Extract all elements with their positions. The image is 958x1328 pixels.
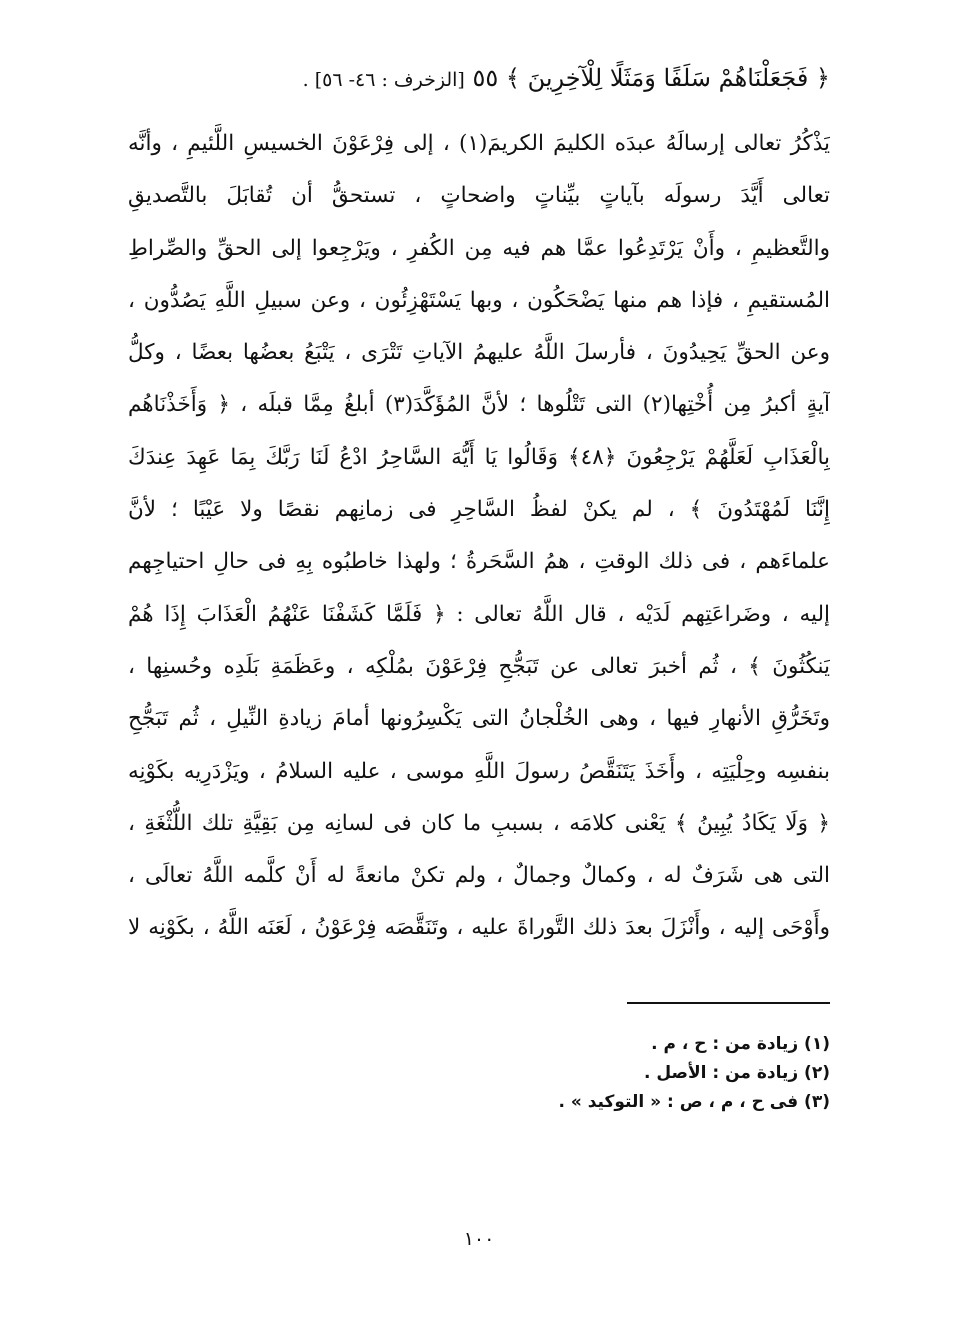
text-line: التى هى شَرَفٌ له ، وكمالٌ وجمالٌ ، ولم تكنْ مانعةً له أَنْ كلَّمه اللَّهُ تعالَى ، <box>128 863 830 889</box>
quran-verse-header <box>128 58 830 100</box>
text-line: يَنكُثُونَ ﴾ ، ثُم أخبرَ تعالى عن تَبَجُّحِ فِرْعَوْنَ بمُلْكِه ، وعَظَمَةِ بَلَدِه وحُسنِها ، <box>128 653 830 679</box>
text-line: والتَّعظيمِ ، وأَنْ يَرْتَدِعُوا عمَّا هم فيه مِن الكُفرِ ، ويَرْجِعوا إلى الحقِّ والصِّراطِ <box>128 235 830 261</box>
text-line: إِنَّنَا لَمُهْتَدُونَ ﴾ ، لم يكنْ لفظُ السَّاحِرِ فى زمانِهم نقصًا ولا عَيْبًا ؛ لأنَّ <box>128 497 830 523</box>
text-line: بِالْعَذَابِ لَعَلَّهُمْ يَرْجِعُونَ ﴿٤٨﴾ وَقَالُوا يَا أَيُّهَ السَّاحِرُ ادْعُ لَنَا رَبَّكَ بِمَا عَهِدَ عِندَكَ <box>128 444 830 470</box>
footnotes <box>128 1030 830 1117</box>
text-line: علماءَهم ، فى ذلك الوقتِ ، همُ السَّحَرةُ ؛ ولهذا خاطبُوه بِهِ فى حالِ احتياجِهم <box>128 549 830 575</box>
footnote-divider <box>627 1002 830 1004</box>
verse-text: ﴿ فَجَعَلْنَاهُمْ سَلَفًا وَمَثَلًا لِلْآخِرِينَ ﴾ ٥٥ <box>472 64 830 92</box>
main-text-body <box>128 118 830 955</box>
text-line: وعن الحقِّ يَحِيدُونَ ، فأرسلَ اللَّهُ عليهمُ الآياتِ تَتْرَى ، يَتْبَعُ بعضُها بعضًا ، وكلُّ <box>128 340 830 366</box>
footnote-item: (١) زيادة من : ح ، م . <box>651 1034 830 1054</box>
text-line: آيةٍ أكبرُ مِن أُخْتِها(٢) التى تَتْلُوها ؛ لأنَّ المُؤَكَّدَ(٣) أبلغُ مِمَّا قبلَه ، ﴿ وَأَخَذْنَاهُم <box>128 392 830 418</box>
text-line: بنفسِه وحِلْيَتِه ، وأَخَذَ يَتَنَقَّصُ رسولَ اللَّهِ موسى ، عليه السلامُ ، ويَزْدَرِيه بكَوْنِه <box>128 758 830 784</box>
footnote-item: (٣) فى ح ، م ، ص : « التوكيد » . <box>558 1092 830 1112</box>
text-line: تعالى أَيَّدَ رسولَه بآياتٍ بيِّناتٍ واضحاتٍ ، تستحقُّ أن تُقابَلَ بالتَّصديقِ <box>128 183 830 209</box>
text-line: وأَوْحَى إليه ، وأَنْزَلَ بعدَ ذلك التَّوراةَ عليه ، وتَنَقَّصَه فِرْعَوْنُ ، لَعَنَه اللَّهُ ، بكَوْنِه لا <box>128 915 830 941</box>
text-line: المُستقيمِ ، فإذا هم منها يَضْحَكُون ، وبها يَسْتَهْزِئُون ، وعن سبيلِ اللَّهِ يَصُدُّون ، <box>128 287 830 313</box>
text-line: يَذْكُرُ تعالى إرسالَهُ عبدَه الكليمَ الكريمَ(١) ، إلى فِرْعَوْنَ الخسيسِ اللَّئيمِ ، وأنَّه <box>128 131 830 156</box>
footnote-item: (٢) زيادة من : الأصل . <box>643 1063 830 1083</box>
text-line: وتَخَرُّقِ الأنهارِ فيها ، وهى الخُلْجانُ التى يَكْسِرُونها أمامَ زيادةِ النِّيلِ ، ثُم تَبَجُّحِ <box>128 706 830 732</box>
text-line: ﴿ وَلَا يَكَادُ يُبِينُ ﴾ يَعْنى كلامَه ، بسببِ ما كان فى لسانِه مِن بَقِيَّةِ تلك اللُّثْغَةِ ، <box>128 810 830 836</box>
page-number: ١٠٠ <box>463 1228 495 1250</box>
verse-reference: [الزخرف : ٤٦- ٥٦] . <box>302 69 465 91</box>
text-line: إليه ، وضَراعَتِهم لَدَيْه ، قال اللَّهُ تعالى : ﴿ فَلَمَّا كَشَفْنَا عَنْهُمُ الْعَذَابَ إِذَا هُمْ <box>128 601 830 627</box>
